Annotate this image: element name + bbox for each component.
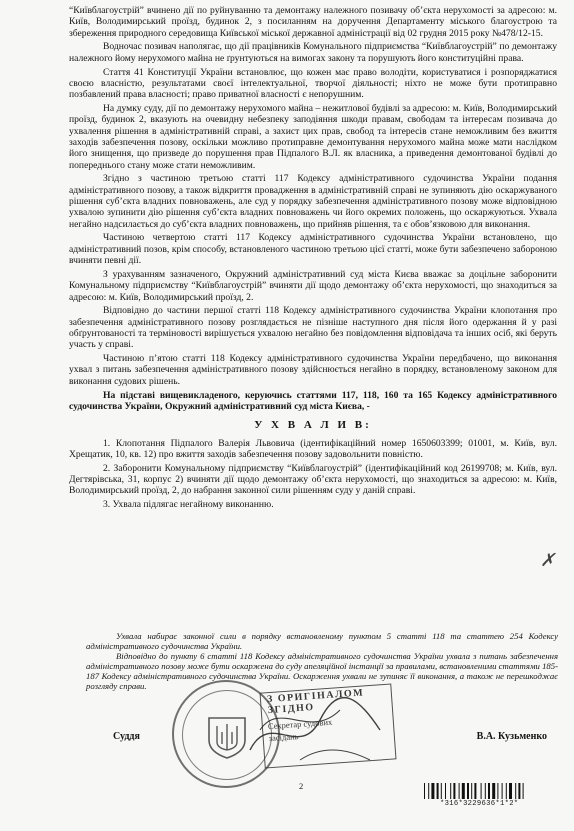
stamp-line: засідань bbox=[268, 731, 299, 744]
paragraph: Частиною четвертою статті 117 Кодексу адміністративного судочинства України встановлено, що адміністративний позов, крім способу, встановленого частиною третьою цієї статті, може бути забезпечено забороною вчиняти певні дії. bbox=[69, 232, 557, 267]
paragraph: Водночас позивач наполягає, що дії працівників Комунального підприємства “Київблагоустрій” по демонтажу належного йому нерухомого майна не ґрунтуються на вимогах закону та порушують його конституційні права. bbox=[69, 41, 557, 64]
stamp-line: Секретар судових bbox=[267, 716, 333, 732]
ruling-heading: У Х В А Л И В: bbox=[254, 419, 372, 432]
judge-name: В.А. Кузьменко bbox=[476, 731, 547, 742]
ruling-orders bbox=[69, 438, 557, 511]
paragraph: На думку суду, дії по демонтажу нерухомого майна – нежитлової будівлі за адресою: м. Київ, Володимирський проїзд, будинок 2, вказують на очевидну небезпеку заподіяння шкоди правам, свободам та інтересам позивача до ухвалення рішення в адміністративній справі, а захист цих прав, свобод та інтересів стане неможливим без вжиття заходів забезпечення позову, оскільки можливо протиправне демонтування нерухомого майна може мати наслідком його знищення, що призведе до порушення прав Підпалого В.Л. як власника, а приведення демонтованої будівлі до попереднього стану може стати неможливим. bbox=[69, 102, 557, 171]
appeal-notes bbox=[86, 631, 558, 692]
note: Ухвала набирає законної сили в порядку встановленому пунктом 5 статті 118 та статтею 254 Кодексу адміністративного судочинства України. bbox=[86, 631, 558, 652]
paragraph: З урахуванням зазначеного, Окружний адміністративний суд міста Києва вважає за доцільне заборонити Комунальному підприємству “Київблагоустрій” вчиняти дії щодо демонтажу об’єкта нерухомості, що знаходиться за адресою: м. Київ, Володимирський проїзд, 2. bbox=[69, 268, 557, 303]
paragraph: Відповідно до частини першої статті 118 Кодексу адміністративного судочинства України клопотання про забезпечення адміністративного позову розглядається не пізніше наступного дня після його одержання й у разі обґрунтованості та терміновості вирішується ухвалою негайно без повідомлення відповідача та інших осіб, які беруть участь у справі. bbox=[69, 305, 557, 351]
paragraph: Стаття 41 Конституції України встановлює, що кожен має право володіти, користуватися і розпоряджатися своєю власністю, результатами своєї інтелектуальної, творчої діяльності; ніхто не може бути протиправно позбавлений права власності; право приватної власності є непорушним. bbox=[69, 66, 557, 101]
judge-label: Суддя bbox=[113, 731, 140, 742]
paragraph: Згідно з частиною третьою статті 117 Кодексу адміністративного судочинства України подання адміністративного позову, а також відкриття провадження в адміністративній справі не зупиняють дію оскаржуваного рішення суб’єкта владних повноважень, але суд у порядку забезпечення адміністративного позову може відповідною ухвалою зупинити дію рішення суб’єкта владних повноважень чи його окремих положень, що оскаржуються. Ухвала негайно надсилається до суб’єкта владних повноважень, що прийняв рішення, та є обов’язковою для виконання. bbox=[69, 173, 557, 230]
order-item: 1. Клопотання Підпалого Валерія Львовича (ідентифікаційний номер 1650603399; 01001, м. Київ, вул. Хрещатик, 10, кв. 12) про вжиття заходів забезпечення позову задовольнити повністю. bbox=[69, 437, 557, 460]
note: Відповідно до пункту 6 статті 118 Кодексу адміністративного судочинства України ухвала з питань забезпечення адміністративного позову може бути оскаржена до суду апеляційної інстанції за правилами, встановленими статтями 185-187 Кодексу адміністративного судочинства України. Оскарження ухвали не зупиняє її виконання, а також не перешкоджає розгляду справи. bbox=[86, 651, 558, 692]
margin-handwritten-mark: ✗ bbox=[540, 550, 556, 570]
order-item: 2. Заборонити Комунальному підприємству “Київблагоустрій” (ідентифікаційний код 26199708; м. Київ, вул. Дегтярівська, 31, корпус 2) вчиняти дії щодо демонтажу об’єкта нерухомості, що знаходиться за адресою: м. Київ, Володимирський проїзд, 2, до набрання законної сили рішенням суду у даній справі. bbox=[69, 462, 557, 497]
paragraph: “Київблагоустрій” вчинено дії по руйнуванню та демонтажу належного позивачу об’єкта нерухомості за адресою: м. Київ, Володимирський проїзд, будинок 2, з посиланням на доручення Департаменту міського благоустрою та збереження природного середовища Київської міської державної адміністрації від 02 грудня 2015 року №478/12-15. bbox=[69, 5, 557, 39]
handwritten-signature-icon bbox=[240, 690, 390, 770]
page-number: 2 bbox=[299, 781, 304, 791]
signature-row bbox=[69, 731, 557, 751]
barcode-icon bbox=[424, 783, 548, 799]
barcode-text: *316*3229636*1*2* bbox=[440, 800, 519, 808]
stamp-title: З ОРИГІНАЛОМ ЗГІДНО bbox=[266, 687, 365, 717]
order-item: 3. Ухвала підлягає негайному виконанню. bbox=[103, 499, 274, 511]
paragraph-basis: На підставі вищевикладеного, керуючись статтями 117, 118, 160 та 165 Кодексу адміністративного судочинства України, Окружний адміністративний суд міста Києва, - bbox=[69, 389, 557, 412]
document-body bbox=[69, 5, 557, 510]
paragraph: Частиною п’ятою статті 118 Кодексу адміністративного судочинства України передбачено, що виконання ухвал з питань забезпечення адміністративного позову здійснюється негайно в порядку, встановленому законом для виконання судових рішень. bbox=[69, 353, 557, 387]
